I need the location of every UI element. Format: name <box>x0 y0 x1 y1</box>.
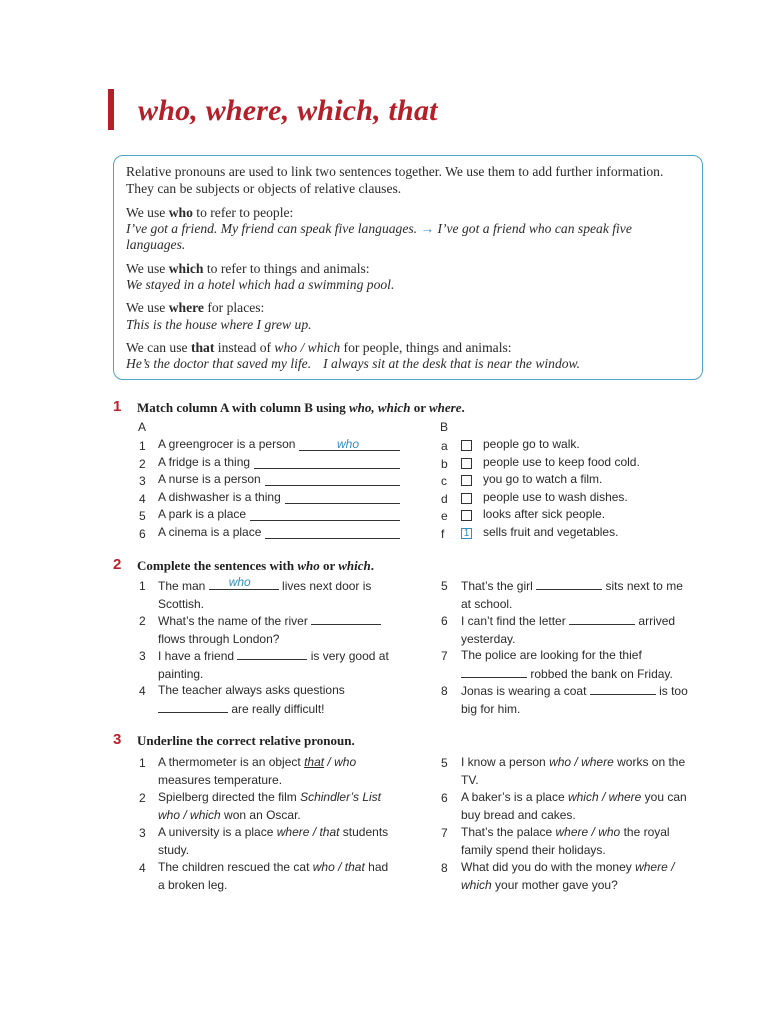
answer-blank[interactable] <box>265 538 400 539</box>
item-number: 4 <box>139 861 146 875</box>
answer-blank[interactable] <box>536 577 602 590</box>
rule-text: to refer to people: <box>192 205 294 220</box>
example-text: I’ve got a friend. My friend can speak five languages. <box>126 221 418 236</box>
ex3-item-6 <box>461 789 721 824</box>
item-text: is very good at <box>310 649 389 663</box>
ex3-item-4 <box>158 859 418 894</box>
item-text: you can <box>641 790 687 804</box>
column-a-item <box>158 489 281 507</box>
item-text: Jonas is wearing a coat <box>461 684 587 698</box>
rule-text: for people, things and animals: <box>340 340 512 355</box>
item-number: 1 <box>139 439 146 453</box>
item-number: 1 <box>139 756 146 770</box>
item-text: A nurse is a person <box>158 472 261 486</box>
item-text: painting. <box>158 666 204 681</box>
item-text: I have a friend <box>158 649 235 663</box>
option-separator: / <box>334 860 345 874</box>
answer-blank[interactable] <box>254 468 400 469</box>
info-where-rule <box>126 300 264 317</box>
heading-keyword: which <box>338 558 371 573</box>
column-a-item <box>158 471 261 489</box>
item-text: I can’t find the letter <box>461 614 566 628</box>
ex2-item-3 <box>158 647 408 683</box>
item-text: Spielberg directed the film <box>158 790 301 804</box>
item-number: 3 <box>139 474 146 488</box>
option-separator: / <box>598 790 609 804</box>
item-text: students <box>339 825 389 839</box>
info-which-rule <box>126 261 370 278</box>
heading-text: Match column A with column B using <box>137 400 350 415</box>
rule-text: We can use <box>126 340 191 355</box>
item-number: 5 <box>139 509 146 523</box>
item-text: A cinema is a place <box>158 524 262 539</box>
exercise-2-heading <box>137 558 374 574</box>
item-text: works on the <box>613 755 686 769</box>
ex3-item-7 <box>461 824 721 859</box>
answer-checkbox[interactable] <box>461 475 472 486</box>
info-who-rule <box>126 205 293 222</box>
item-text: big for him. <box>461 701 521 716</box>
item-text: measures temperature. <box>158 772 283 787</box>
heading-text: . <box>461 400 465 415</box>
item-text: The children rescued the cat <box>158 860 313 874</box>
item-text: sits next to me <box>605 579 683 593</box>
answer-checkbox[interactable] <box>461 458 472 469</box>
heading-text: Complete the sentences with <box>137 558 298 573</box>
film-title: Schindler’s List <box>300 790 382 804</box>
item-number: 5 <box>441 579 448 593</box>
option-where[interactable]: where <box>635 860 668 874</box>
info-intro-2: They can be subjects or objects of relative clauses. <box>126 181 402 196</box>
item-text: a broken leg. <box>158 877 228 892</box>
answer-checkbox[interactable] <box>461 510 472 521</box>
column-a-header: A <box>138 420 147 434</box>
item-number: 7 <box>441 649 448 663</box>
column-a-item <box>158 524 261 542</box>
option-separator: / <box>667 860 675 874</box>
column-b-item: people use to wash dishes. <box>483 489 628 504</box>
column-b-header: B <box>440 420 449 434</box>
option-that[interactable]: that <box>319 825 340 839</box>
exercise-2-number: 2 <box>113 556 122 573</box>
example-text: I’ve got a friend who can speak five <box>437 221 632 236</box>
answer-blank[interactable] <box>265 485 400 486</box>
column-b-item: sells fruit and vegetables. <box>483 524 619 539</box>
option-separator: / <box>309 825 320 839</box>
answer-text: who <box>337 437 360 451</box>
rule-text: to refer to things and animals: <box>203 261 370 276</box>
item-text: What’s the name of the river <box>158 614 308 628</box>
answer-checkbox[interactable]: 1 <box>461 528 472 539</box>
info-who-example <box>126 221 632 238</box>
item-text: The teacher always asks questions <box>158 683 345 697</box>
option-which[interactable]: which <box>190 807 221 822</box>
answer-blank[interactable] <box>311 612 381 625</box>
option-who[interactable]: who <box>549 755 572 769</box>
ex2-item-2 <box>158 612 408 648</box>
item-number: 6 <box>139 526 146 541</box>
ex3-item-8 <box>461 859 721 894</box>
item-letter: c <box>441 474 447 488</box>
item-letter: e <box>441 509 448 523</box>
heading-keyword: who <box>297 558 320 573</box>
title-accent-bar <box>108 89 114 130</box>
item-text: lives next door is <box>282 579 372 593</box>
exercise-3-heading: Underline the correct relative pronoun. <box>137 733 355 748</box>
answer-checkbox[interactable] <box>461 493 472 504</box>
item-text: A dishwasher is a thing <box>158 489 281 504</box>
option-separator: / <box>588 825 599 839</box>
column-b-item: you go to watch a film. <box>483 472 603 486</box>
answer-checkbox[interactable] <box>461 440 472 451</box>
info-that-rule <box>126 340 512 357</box>
rule-text: instead of <box>214 340 275 355</box>
item-text: Scottish. <box>158 596 205 611</box>
rule-text: We use <box>126 261 169 276</box>
item-letter: a <box>441 439 448 453</box>
item-text: family spend their holidays. <box>461 842 606 857</box>
item-number: 5 <box>441 756 448 770</box>
column-b-item: people go to walk. <box>483 437 580 451</box>
item-number: 4 <box>139 684 146 698</box>
ex2-item-6 <box>461 612 711 648</box>
option-who[interactable]: who <box>312 860 335 874</box>
column-a-item <box>158 436 295 454</box>
item-text: are really difficult! <box>231 701 325 716</box>
info-where-example: This is the house where I grew up. <box>126 317 312 332</box>
info-intro-1: Relative pronouns are used to link two sentences together. We use them to add further information. <box>126 164 664 179</box>
answer-blank[interactable] <box>461 665 527 678</box>
option-who[interactable]: who <box>598 825 621 839</box>
option-which[interactable]: which <box>567 790 599 804</box>
item-text: your mother gave you? <box>491 877 618 892</box>
answer-blank[interactable] <box>158 700 228 713</box>
item-number: 3 <box>139 826 146 840</box>
option-where[interactable]: where <box>555 825 589 839</box>
item-text: robbed the bank on Friday. <box>530 666 673 681</box>
answer-blank[interactable] <box>569 612 635 625</box>
item-number: 6 <box>441 614 448 628</box>
item-text: A university is a place <box>158 825 277 839</box>
item-text: That’s the girl <box>461 579 533 593</box>
example-text: I always sit at the desk that is near the window. <box>323 356 581 371</box>
item-text: flows through London? <box>158 631 280 646</box>
column-a-item <box>158 506 246 524</box>
item-text: That’s the palace <box>461 825 556 839</box>
item-text: I know a person <box>461 755 550 769</box>
option-that[interactable]: that <box>304 755 325 769</box>
answer-text: who <box>228 575 251 589</box>
example-text: He’s the doctor that saved my life. <box>126 356 312 371</box>
ex2-item-4 <box>158 682 408 718</box>
item-text: A baker’s is a place <box>461 790 568 804</box>
item-letter: d <box>441 491 448 506</box>
item-text: A greengrocer is a person <box>158 437 296 451</box>
option-where[interactable]: where <box>608 790 642 804</box>
item-number: 4 <box>139 491 146 506</box>
arrow-icon: → <box>420 221 435 236</box>
ex2-item-8 <box>461 682 711 718</box>
rule-text: for places: <box>203 300 265 315</box>
column-a-item <box>158 454 250 472</box>
item-number: 7 <box>441 826 448 840</box>
rule-text: We use <box>126 300 169 315</box>
item-text: A park is a place <box>158 507 247 521</box>
info-which-example: We stayed in a hotel which had a swimming pool. <box>126 277 395 292</box>
item-text: arrived <box>638 614 676 628</box>
ex3-item-5 <box>461 754 721 789</box>
ex3-item-2 <box>158 789 418 824</box>
option-separator: / <box>180 807 191 822</box>
page-title: who, where, which, that <box>138 94 438 127</box>
item-text: TV. <box>461 772 479 787</box>
heading-text: or <box>319 558 339 573</box>
option-separator: / <box>571 755 582 769</box>
item-text: at school. <box>461 596 513 611</box>
column-b-item: people use to keep food cold. <box>483 454 640 469</box>
item-text: What did you do with the money <box>461 860 636 874</box>
ex3-item-3 <box>158 824 418 859</box>
keyword: who <box>168 205 193 220</box>
item-text: yesterday. <box>461 631 516 646</box>
rule-text: We use <box>126 205 169 220</box>
info-that-example <box>126 356 580 373</box>
item-text: The man <box>158 579 206 593</box>
info-who-example-cont: languages. <box>126 237 186 252</box>
keyword: which <box>168 261 204 276</box>
ex2-item-1 <box>158 577 408 613</box>
exercise-3-number: 3 <box>113 731 122 748</box>
item-text: is too <box>659 684 688 698</box>
heading-keyword: where <box>428 400 462 415</box>
ex3-item-1 <box>158 754 418 789</box>
option-which[interactable]: which <box>461 877 492 892</box>
item-number: 2 <box>139 456 146 471</box>
item-number: 3 <box>139 649 146 663</box>
item-text: study. <box>158 842 190 857</box>
option-separator: / <box>324 755 335 769</box>
keyword-alt: who / which <box>274 340 341 355</box>
column-b-item: looks after sick people. <box>483 507 606 521</box>
heading-keyword: who, which <box>349 400 411 415</box>
item-text: The police are looking for the thief <box>461 648 642 662</box>
item-text: A fridge is a thing <box>158 454 251 469</box>
ex2-item-5 <box>461 577 711 613</box>
answer-blank[interactable] <box>250 520 400 521</box>
item-number: 8 <box>441 684 448 698</box>
item-number: 1 <box>139 579 146 593</box>
item-text: won an Oscar. <box>220 807 301 822</box>
item-number: 2 <box>139 791 146 805</box>
item-letter: b <box>441 456 448 471</box>
answer-blank[interactable] <box>209 577 279 590</box>
item-text: the royal <box>620 825 670 839</box>
option-where[interactable]: where <box>276 825 310 839</box>
item-number: 8 <box>441 861 448 875</box>
exercise-1-number: 1 <box>113 398 122 415</box>
answer-blank[interactable] <box>590 682 656 695</box>
answer-blank[interactable] <box>237 647 307 660</box>
answer-blank[interactable] <box>285 503 400 504</box>
item-text: A thermometer is an object <box>158 755 305 769</box>
option-where[interactable]: where <box>581 755 614 769</box>
option-who[interactable]: who <box>158 807 181 822</box>
item-letter: f <box>441 526 445 541</box>
keyword: that <box>190 340 215 355</box>
heading-text: or <box>410 400 429 415</box>
keyword: where <box>168 300 204 315</box>
exercise-1-heading <box>137 400 465 416</box>
item-text: buy bread and cakes. <box>461 807 576 822</box>
heading-text: . <box>370 558 375 573</box>
ex2-item-7 <box>461 647 711 683</box>
item-text: had <box>364 860 389 874</box>
option-who[interactable]: who <box>334 755 357 769</box>
option-that[interactable]: that <box>344 860 365 874</box>
item-number: 6 <box>441 791 448 805</box>
item-number: 2 <box>139 614 146 628</box>
